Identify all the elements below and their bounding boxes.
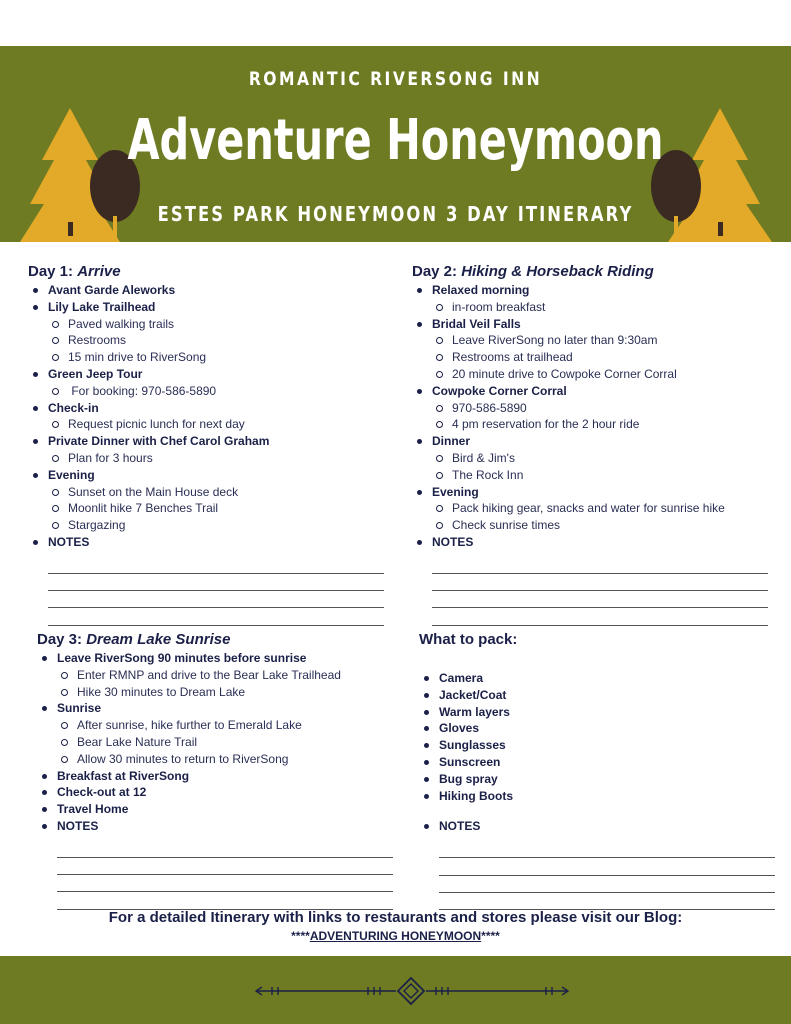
day2-section: [412, 262, 768, 626]
list-item-notes: NOTES: [37, 818, 393, 835]
day3-notes-lines[interactable]: [57, 841, 393, 910]
list-item: Hiking Boots: [419, 788, 775, 805]
sub-list-item: Enter RMNP and drive to the Bear Lake Trailhead: [57, 667, 393, 684]
list-item: Sunglasses: [419, 737, 775, 754]
pack-list: [419, 670, 775, 804]
list-item: Leave RiverSong 90 minutes before sunrise Enter RMNP and drive to the Bear Lake Trailhead Hike 30 minutes to Dream Lake: [37, 650, 393, 700]
page-title: Adventure Honeymoon: [127, 108, 664, 173]
day1-heading: Day 1: Arrive: [28, 263, 121, 280]
pack-heading: What to pack:: [419, 631, 518, 648]
blog-text: For a detailed Itinerary with links to restaurants and stores please visit our Blog:: [108, 909, 683, 926]
sub-list-item: 970-586-5890: [432, 400, 768, 417]
blog-link[interactable]: ADVENTURING HONEYMOON: [309, 929, 482, 943]
list-item: Bridal Veil Falls Leave RiverSong no later than 9:30am Restrooms at trailhead 20 minute drive to Cowpoke Corner Corral: [412, 316, 768, 383]
page-subtitle: ESTES PARK HONEYMOON 3 DAY ITINERARY: [157, 202, 634, 226]
day1-section: [28, 262, 384, 626]
list-item: Check-in Request picnic lunch for next day: [28, 400, 384, 434]
list-item: Dinner Bird & Jim's The Rock Inn: [412, 433, 768, 483]
sub-list-item: 15 min drive to RiverSong: [48, 349, 384, 366]
list-item: Evening Sunset on the Main House deck Moonlit hike 7 Benches Trail Stargazing: [28, 467, 384, 534]
list-item: Jacket/Coat: [419, 687, 775, 704]
sub-list-item: Check sunrise times: [432, 517, 768, 534]
list-item-notes: NOTES: [412, 534, 768, 551]
list-item: Evening Pack hiking gear, snacks and water for sunrise hike Check sunrise times: [412, 484, 768, 534]
sub-list-item: 20 minute drive to Cowpoke Corner Corral: [432, 366, 768, 383]
day3-list: [37, 650, 393, 835]
sub-list-item: Hike 30 minutes to Dream Lake: [57, 684, 393, 701]
sub-list-item: Restrooms at trailhead: [432, 349, 768, 366]
sub-list-item: Restrooms: [48, 332, 384, 349]
stars-left: ****: [291, 929, 310, 943]
list-item: Lily Lake Trailhead Paved walking trails Restrooms 15 min drive to RiverSong: [28, 299, 384, 366]
sub-list-item: Plan for 3 hours: [48, 450, 384, 467]
list-item: Travel Home: [37, 801, 393, 818]
sub-list-item: in-room breakfast: [432, 299, 768, 316]
footer-band: [0, 956, 791, 1024]
list-item: Sunrise After sunrise, hike further to Emerald Lake Bear Lake Nature Trail Allow 30 minutes to return to RiverSong: [37, 700, 393, 767]
list-item: Relaxed morning in-room breakfast: [412, 282, 768, 316]
day2-heading: Day 2: Hiking & Horseback Riding: [412, 263, 654, 280]
sub-list-item: Pack hiking gear, snacks and water for sunrise hike: [432, 500, 768, 517]
list-item: Breakfast at RiverSong: [37, 768, 393, 785]
list-item: Bug spray: [419, 771, 775, 788]
list-item: Sunscreen: [419, 754, 775, 771]
list-item: Warm layers: [419, 704, 775, 721]
list-item: Camera: [419, 670, 775, 687]
header-banner: [0, 46, 791, 242]
sub-list-item: Bear Lake Nature Trail: [57, 734, 393, 751]
day3-heading: Day 3: Dream Lake Sunrise: [37, 631, 231, 648]
list-item: Cowpoke Corner Corral 970-586-5890 4 pm reservation for the 2 hour ride: [412, 383, 768, 433]
sub-list-item: Stargazing: [48, 517, 384, 534]
day3-section: [37, 630, 393, 910]
sub-list-item: Paved walking trails: [48, 316, 384, 333]
sub-list-item: Sunset on the Main House deck: [48, 484, 384, 501]
list-item: Check-out at 12: [37, 784, 393, 801]
list-item: Avant Garde Aleworks: [28, 282, 384, 299]
arrow-ornament-icon: [250, 976, 572, 1006]
sub-list-item: For booking: 970-586-5890: [48, 383, 384, 400]
list-item: Green Jeep Tour For booking: 970-586-5890: [28, 366, 384, 400]
sub-list-item: After sunrise, hike further to Emerald Lake: [57, 717, 393, 734]
day1-list: [28, 282, 384, 551]
sub-list-item: Moonlit hike 7 Benches Trail: [48, 500, 384, 517]
sub-list-item: Leave RiverSong no later than 9:30am: [432, 332, 768, 349]
list-item-notes: NOTES: [419, 818, 775, 835]
sub-list-item: Allow 30 minutes to return to RiverSong: [57, 751, 393, 768]
day1-notes-lines[interactable]: [48, 557, 384, 626]
day2-notes-lines[interactable]: [432, 557, 768, 626]
stars-right: ****: [481, 929, 500, 943]
sub-list-item: Bird & Jim's: [432, 450, 768, 467]
pack-section: [419, 630, 775, 910]
pack-notes-lines[interactable]: [439, 841, 775, 910]
inn-name: ROMANTIC RIVERSONG INN: [248, 68, 543, 90]
blog-callout: [0, 908, 791, 945]
sub-list-item: Request picnic lunch for next day: [48, 416, 384, 433]
day2-list: [412, 282, 768, 551]
sub-list-item: The Rock Inn: [432, 467, 768, 484]
list-item: Gloves: [419, 720, 775, 737]
list-item-notes: NOTES: [28, 534, 384, 551]
list-item: Private Dinner with Chef Carol Graham Plan for 3 hours: [28, 433, 384, 467]
sub-list-item: 4 pm reservation for the 2 hour ride: [432, 416, 768, 433]
